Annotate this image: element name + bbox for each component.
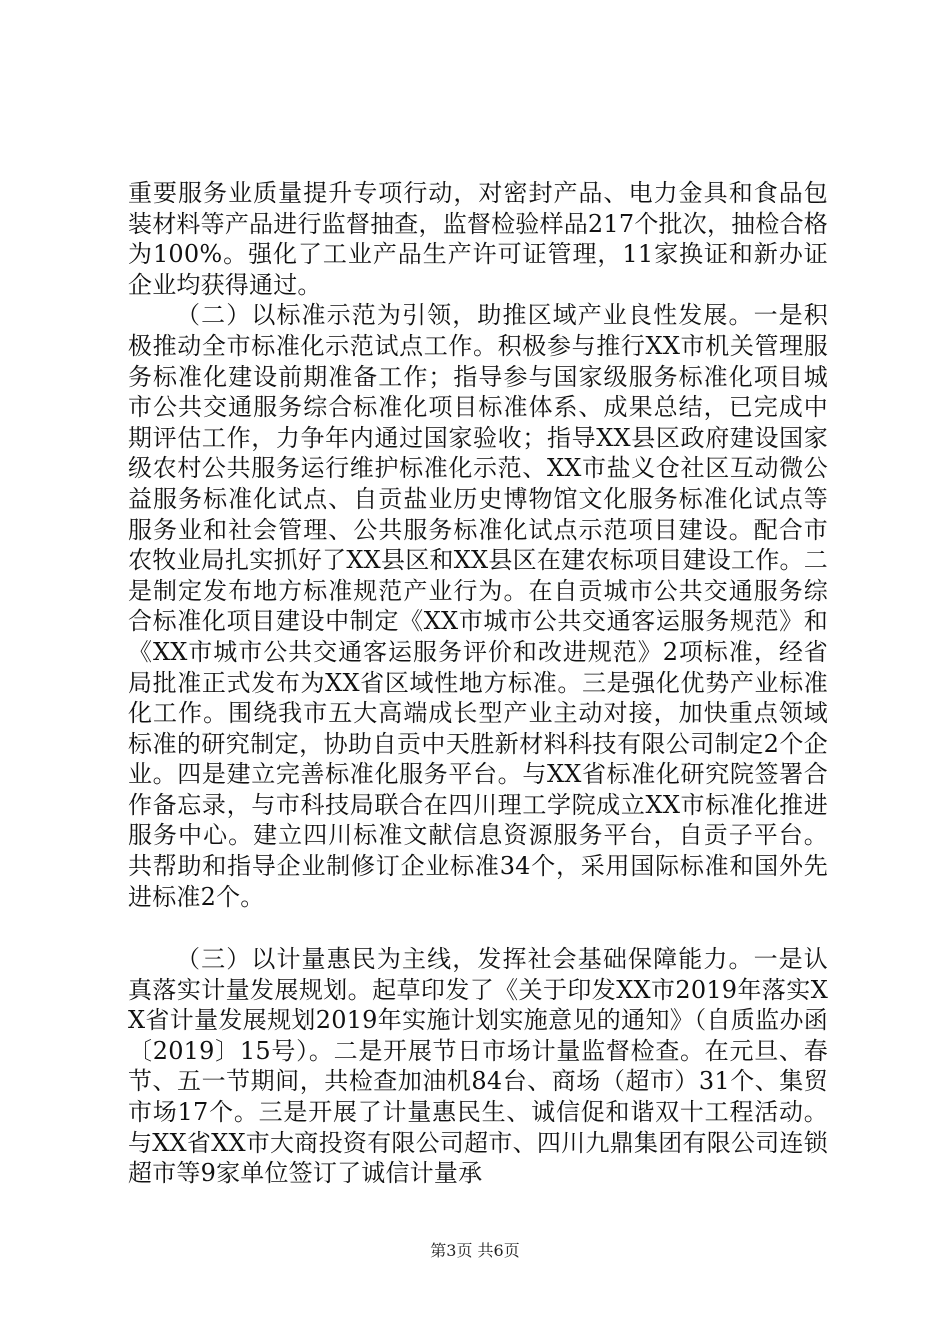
paragraph-section-3: （三）以计量惠民为主线，发挥社会基础保障能力。一是认真落实计量发展规划。起草印发了《关于印发XX市2019年落实XX省计量发展规划2019年实施计划实施意见的通知》（自质监办函〔2019〕15号）。二是开展节日市场计量监督检查。在元旦、春节、五一节期间，共检查加油机84台、商场（超市）31个、集贸市场17个。三是开展了计量惠民生、诚信促和谐双十工程活动。与XX省XX市大商投资有限公司超市、四川九鼎集团有限公司连锁超市等9家单位签订了诚信计量承 xyxy=(128,945,828,1188)
paragraph-continuation: 重要服务业质量提升专项行动，对密封产品、电力金具和食品包装材料等产品进行监督抽查，监督检验样品217个批次，抽检合格为100%。强化了工业产品生产许可证管理，11家换证和新办证企业均获得通过。 xyxy=(128,179,828,299)
page-footer xyxy=(0,1241,950,1261)
page-number-label: 第3页 共6页 xyxy=(430,1241,520,1260)
body-text-block-2 xyxy=(128,944,828,1189)
paragraph-section-2: （二）以标准示范为引领，助推区域产业良性发展。一是积极推动全市标准化示范试点工作。积极参与推行XX市机关管理服务标准化建设前期准备工作；指导参与国家级服务标准化项目城市公共交通服务综合标准化项目标准体系、成果总结，已完成中期评估工作，力争年内通过国家验收；指导XX县区政府建设国家级农村公共服务运行维护标准化示范、XX市盐义仓社区互动微公益服务标准化试点、自贡盐业历史博物馆文化服务标准化试点等服务业和社会管理、公共服务标准化试点示范项目建设。配合市农牧业局扎实抓好了XX县区和XX县区在建农标项目建设工作。二是制定发布地方标准规范产业行为。在自贡城市公共交通服务综合标准化项目建设中制定《XX市城市公共交通客运服务规范》和《XX市城市公共交通客运服务评价和改进规范》2项标准，经省局批准正式发布为XX省区域性地方标准。三是强化优势产业标准化工作。围绕我市五大高端成长型产业主动对接，加快重点领域标准的研究制定，协助自贡中天胜新材料科技有限公司制定2个企业。四是建立完善标准化服务平台。与XX省标准化研究院签署合作备忘录，与市科技局联合在四川理工学院成立XX市标准化推进服务中心。建立四川标准文献信息资源服务平台，自贡子平台。共帮助和指导企业制修订企业标准34个，采用国际标准和国外先进标准2个。 xyxy=(128,301,828,911)
body-text-block-1 xyxy=(128,178,828,912)
